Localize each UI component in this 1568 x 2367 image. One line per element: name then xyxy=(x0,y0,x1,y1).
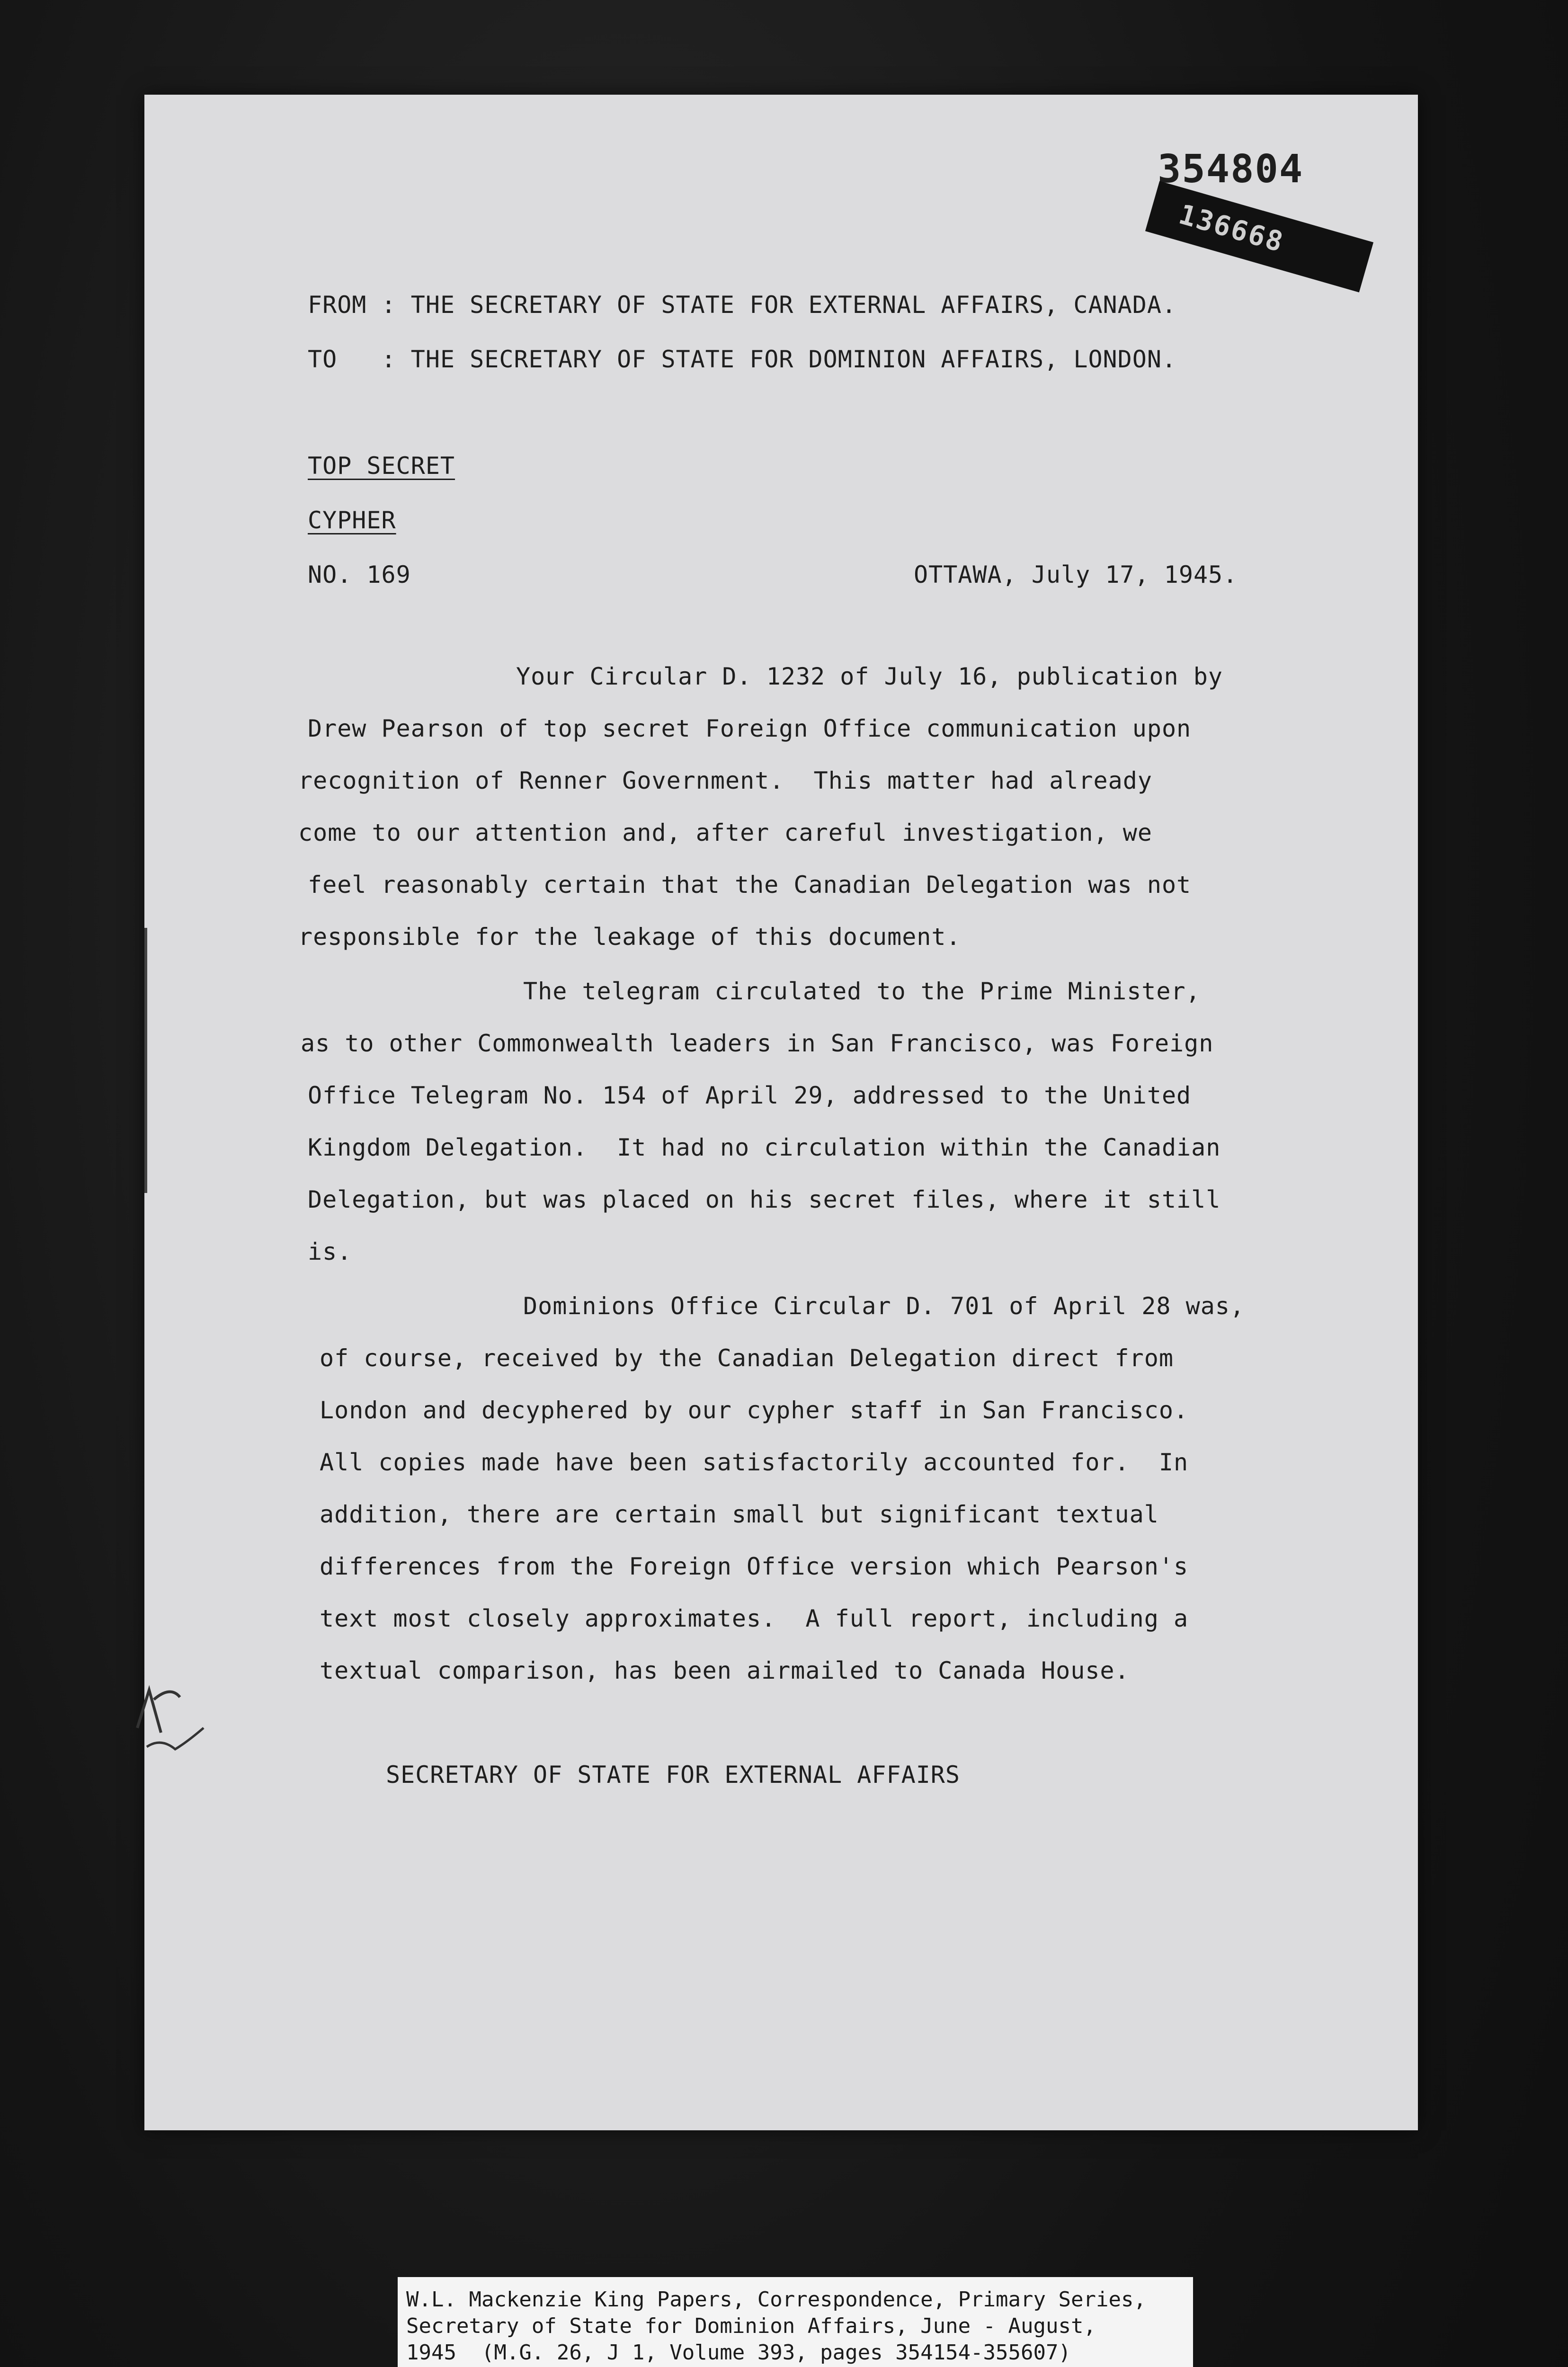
body-line: Dominions Office Circular D. 701 of April 28 was, xyxy=(523,1292,1245,1320)
body-line: is. xyxy=(308,1238,352,1265)
body-line: differences from the Foreign Office version which Pearson's xyxy=(320,1553,1189,1580)
body-line: addition, there are certain small but significant textual xyxy=(320,1501,1159,1528)
body-line: Delegation, but was placed on his secret files, where it still xyxy=(308,1186,1221,1213)
to-value: THE SECRETARY OF STATE FOR DOMINION AFFAIRS, LONDON. xyxy=(410,346,1177,373)
telegram-page xyxy=(144,95,1418,2130)
body-line: Drew Pearson of top secret Foreign Office communication upon xyxy=(308,715,1192,742)
registry-stamp xyxy=(1145,181,1373,292)
from-line xyxy=(308,291,1176,319)
body-line: Kingdom Delegation. It had no circulation within the Canadian xyxy=(308,1134,1221,1161)
body-line: recognition of Renner Government. This matter had already xyxy=(298,767,1152,794)
from-value: THE SECRETARY OF STATE FOR EXTERNAL AFFAIRS, CANADA. xyxy=(410,291,1177,319)
body-line: The telegram circulated to the Prime Minister, xyxy=(523,978,1201,1005)
citation-line: W.L. Mackenzie King Papers, Correspondence, Primary Series, xyxy=(406,2287,1146,2312)
citation-line: 1945 (M.G. 26, J 1, Volume 393, pages 354154-355607) xyxy=(406,2340,1071,2365)
place-date: OTTAWA, July 17, 1945. xyxy=(914,561,1238,588)
margin-mark xyxy=(144,928,147,1193)
body-line: as to other Commonwealth leaders in San Francisco, was Foreign xyxy=(301,1030,1214,1057)
body-line: text most closely approximates. A full report, including a xyxy=(320,1605,1189,1632)
to-label: TO : xyxy=(308,346,396,373)
body-line: Your Circular D. 1232 of July 16, publication by xyxy=(516,663,1223,690)
cypher-label: CYPHER xyxy=(308,507,396,534)
from-label: FROM : xyxy=(308,291,396,319)
to-line xyxy=(308,346,1176,373)
citation-line: Secretary of State for Dominion Affairs, June - August, xyxy=(406,2314,1096,2338)
signature-block: SECRETARY OF STATE FOR EXTERNAL AFFAIRS xyxy=(386,1761,960,1789)
body-line: textual comparison, has been airmailed to Canada House. xyxy=(320,1657,1130,1684)
body-line: Office Telegram No. 154 of April 29, addressed to the United xyxy=(308,1082,1192,1109)
citation-label xyxy=(398,2277,1193,2367)
body-line: responsible for the leakage of this document. xyxy=(298,923,961,951)
body-line: All copies made have been satisfactorily accounted for. In xyxy=(320,1449,1189,1476)
body-line: feel reasonably certain that the Canadian Delegation was not xyxy=(308,871,1192,899)
registry-stamp-number: 136668 xyxy=(1175,198,1288,259)
handwritten-initials-icon xyxy=(128,1671,213,1766)
body-line: London and decyphered by our cypher staff in San Francisco. xyxy=(320,1397,1189,1424)
archive-page-number: 354804 xyxy=(1158,147,1304,192)
body-line: come to our attention and, after careful investigation, we xyxy=(298,819,1152,846)
message-number: NO. 169 xyxy=(308,561,411,588)
body-line: of course, received by the Canadian Delegation direct from xyxy=(320,1344,1174,1372)
top-secret-label: TOP SECRET xyxy=(308,452,455,480)
